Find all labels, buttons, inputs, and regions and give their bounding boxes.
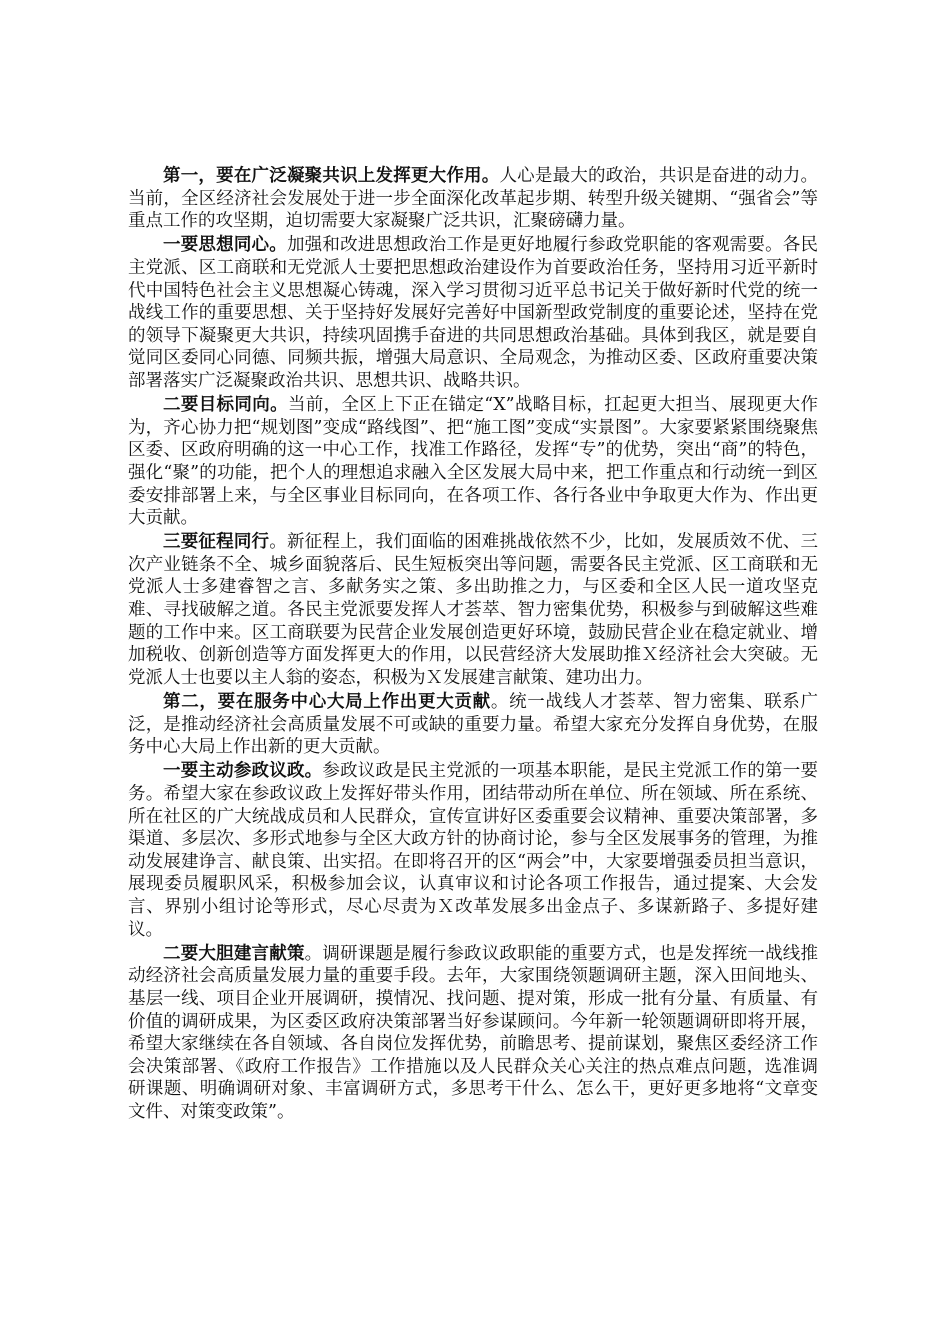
- document-body: [128, 165, 818, 1125]
- paragraph-text: 。调研课题是履行参政议政职能的重要方式，也是发挥统一战线推动经济社会高质量发展力量的重要手段。去年，大家围绕领题调研主题，深入田间地头、基层一线、项目企业开展调研，摸情况、找问题、提对策，形成一批有分量、有质量、有价值的调研成果，为区委区政府决策部署当好参谋顾问。今年新一轮领题调研即将开展，希望大家继续在各自领域、各自岗位发挥优势，前瞻思考、提前谋划，聚焦区委经济工作会决策部署、《政府工作报告》工作措施以及人民群众关心关注的热点难点问题，选准调研课题、明确调研对象、丰富调研方式，多思考干什么、怎么干，更好更多地将“文章变文件、对策变政策”。: [128, 943, 819, 1122]
- paragraph-heading: 第二，要在服务中心大局上作出更大贡献: [163, 692, 491, 713]
- paragraph-text: 当前，全区上下正在锚定“X”战略目标，扛起更大担当、展现更大作为，齐心协力把“规划图”变成“路线图”、把“施工图”变成“实景图”。大家要紧紧围绕聚焦区委、区政府明确的这一中心工作，找准工作路径，发挥“专”的优势，突出“商”的特色，强化“聚”的功能，把个人的理想追求融入全区发展大局中来，把工作重点和行动统一到区委安排部署上来，与全区事业目标同向，在各项工作、各行各业中争取更大作为、作出更大贡献。: [128, 395, 818, 529]
- paragraph-suggestions: [128, 943, 818, 1124]
- paragraph-consensus: [128, 165, 818, 233]
- paragraph-participation: [128, 760, 818, 941]
- paragraph-goal: [128, 394, 818, 530]
- paragraph-contribution: [128, 691, 818, 759]
- paragraph-text: 。统一战线人才荟萃、智力密集、联系广泛，是推动经济社会高质量发展不可或缺的重要力量。希望大家充分发挥自身优势，在服务中心大局上作出新的更大贡献。: [128, 692, 819, 758]
- paragraph-journey: [128, 531, 818, 689]
- paragraph-heading: 一要主动参政议政。: [163, 761, 323, 782]
- paragraph-thought: [128, 234, 818, 392]
- paragraph-text: 加强和改进思想政治工作是更好地履行参政党职能的客观需要。各民主党派、区工商联和无党派人士要把思想政治建设作为首要政治任务，坚持用习近平新时代中国特色社会主义思想凝心铸魂，深入学习贯彻习近平总书记关于做好新时代党的统一战线工作的重要思想、关于坚持好发展好完善好中国新型政党制度的重要论述，坚持在党的领导下凝聚更大共识，持续巩固携手奋进的共同思想政治基础。具体到我区，就是要自觉同区委同心同德、同频共振，增强大局意识、全局观念，为推动区委、区政府重要决策部署落实广泛凝聚政治共识、思想共识、战略共识。: [128, 235, 819, 391]
- paragraph-heading: 一要思想同心。: [163, 235, 287, 256]
- paragraph-heading: 二要目标同向。: [163, 395, 288, 416]
- paragraph-text: 。新征程上，我们面临的困难挑战依然不少，比如，发展质效不优、三次产业链条不全、城乡面貌落后、民生短板突出等问题，需要各民主党派、区工商联和无党派人士多建睿智之言、多献务实之策、多出助推之力，与区委和全区人民一道攻坚克难、寻找破解之道。各民主党派要发挥人才荟萃、智力密集优势，积极参与到破解这些难题的工作中来。区工商联要为民营企业发展创造更好环境，鼓励民营企业在稳定就业、增加税收、创新创造等方面发挥更大的作用，以民营经济大发展助推Ｘ经济社会大突破。无党派人士也要以主人翁的姿态，积极为Ｘ发展建言献策、建功出力。: [128, 532, 818, 688]
- paragraph-heading: 二要大胆建言献策: [163, 943, 305, 964]
- paragraph-heading: 第一，要在广泛凝聚共识上发挥更大作用。: [163, 166, 500, 186]
- paragraph-text: 参政议政是民主党派的一项基本职能，是民主党派工作的第一要务。希望大家在参政议政上发挥好带头作用，团结带动所在单位、所在领域、所在系统、所在社区的广大统战成员和人民群众，宣传宣讲好区委重要会议精神、重要决策部署，多渠道、多层次、多形式地参与全区大政方针的协商讨论，参与全区发展事务的管理，为推动发展建诤言、献良策、出实招。在即将召开的区“两会”中，大家要增强委员担当意识，展现委员履职风采，积极参加会议，认真审议和讨论各项工作报告，通过提案、大会发言、界别小组讨论等形式，尽心尽责为Ｘ改革发展多出金点子、多谋新路子、多提好建议。: [128, 761, 818, 940]
- paragraph-text: 人心是最大的政治，共识是奋进的动力。当前，全区经济社会发展处于进一步全面深化改革起步期、转型升级关键期、“强省会”等重点工作的攻坚期，迫切需要大家凝聚广泛共识，汇聚磅礴力量。: [128, 166, 819, 232]
- paragraph-heading: 三要征程同行: [163, 532, 270, 553]
